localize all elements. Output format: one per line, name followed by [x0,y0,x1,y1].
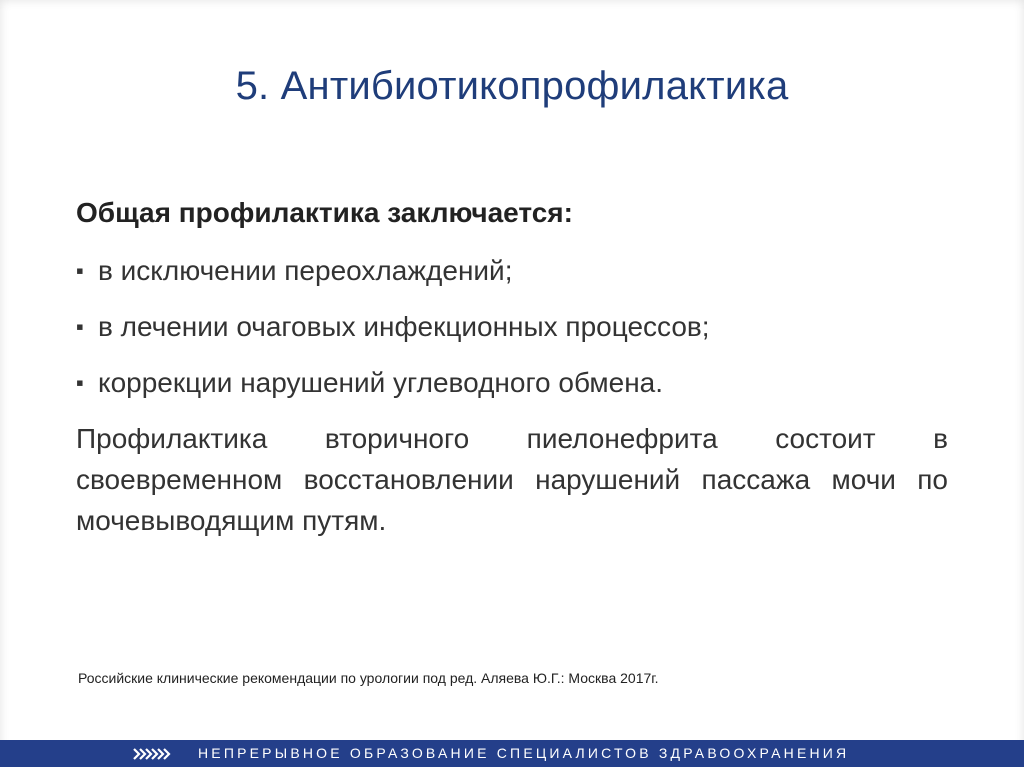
lead-text: Общая профилактика заключается: [76,197,573,228]
footer-bar [0,740,1024,767]
bullet-marker-icon: ▪ [76,258,84,283]
bullet-marker-icon: ▪ [76,314,84,339]
bullet-text: в лечении очаговых инфекционных процессов; [98,311,710,342]
bullet-item [76,310,948,366]
footer-text: НЕПРЕРЫВНОЕ ОБРАЗОВАНИЕ СПЕЦИАЛИСТОВ ЗДРАВООХРАНЕНИЯ [198,745,850,761]
bullet-text: коррекции нарушений углеводного обмена. [98,367,664,398]
bullet-marker-icon: ▪ [76,370,84,395]
reference-note: Российские клинические рекомендации по урологии под ред. Аляева Ю.Г.: Москва 2017г. [78,670,659,686]
paragraph-text: Профилактика вторичного пиелонефрита состоит в своевременном восстановлении нарушений пассажа мочи по мочевыводящим путям. [76,423,948,536]
bullet-item [76,366,948,418]
bullet-text: в исключении переохлаждений; [98,255,513,286]
slide-title: 5. Антибиотикопрофилактика [235,64,789,108]
slide-content [76,196,948,541]
bullet-item [76,254,948,310]
chevrons-right-icon [132,740,180,767]
